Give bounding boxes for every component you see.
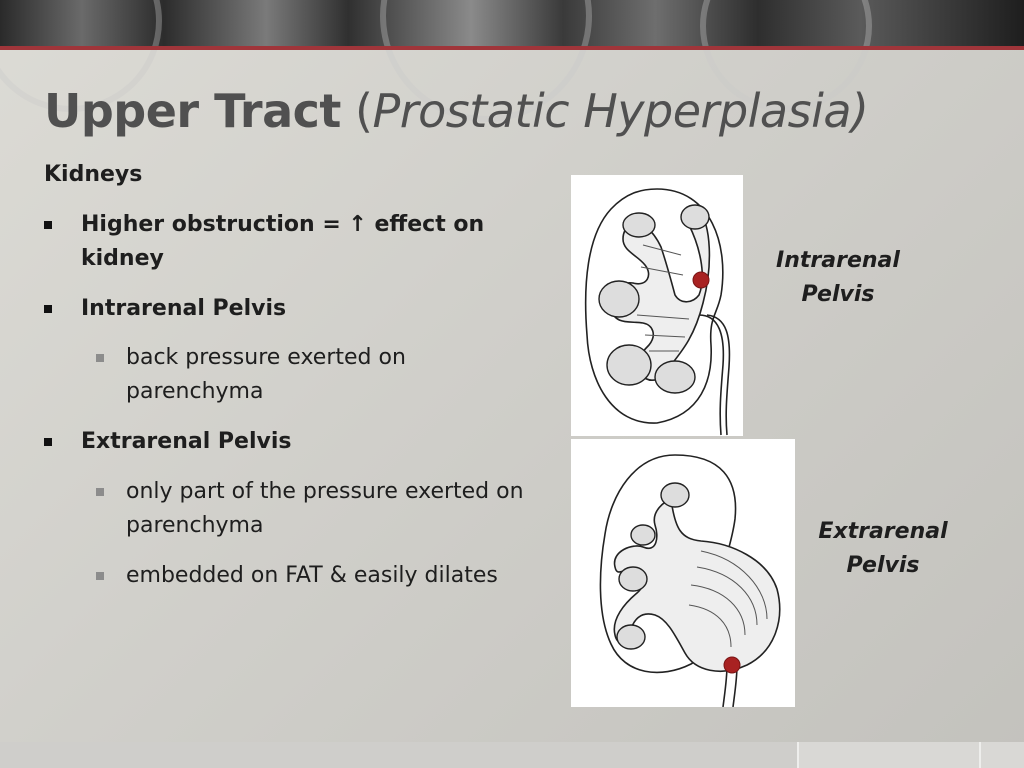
caption-line: Intrarenal xyxy=(776,248,900,273)
bullet-text: Extrarenal Pelvis xyxy=(81,429,292,454)
bottom-strip-segment xyxy=(797,742,979,768)
square-bullet-icon xyxy=(44,221,52,229)
sub-bullet-item xyxy=(96,559,526,593)
bullet-item xyxy=(44,292,524,326)
bottom-strip xyxy=(0,742,1024,768)
extrarenal-kidney-illustration xyxy=(571,439,795,707)
caption-line: Pelvis xyxy=(846,553,920,578)
title-main: Upper Tract xyxy=(44,84,341,138)
sub-bullet-text: embedded on FAT & easily dilates xyxy=(126,563,498,588)
accent-rule xyxy=(0,46,1024,50)
intrarenal-caption xyxy=(760,244,916,312)
intrarenal-kidney-figure xyxy=(571,175,743,436)
extrarenal-kidney-figure xyxy=(571,439,795,707)
top-banner xyxy=(0,0,1024,46)
bottom-strip-segment xyxy=(979,742,1024,768)
title-italic: Prostatic Hyperplasia) xyxy=(372,84,869,138)
square-bullet-icon xyxy=(96,354,104,362)
square-bullet-icon xyxy=(96,572,104,580)
sub-bullet-text: back pressure exerted on parenchyma xyxy=(126,345,406,404)
extrarenal-caption xyxy=(806,515,960,583)
intrarenal-kidney-illustration xyxy=(571,175,743,436)
bullet-text: Higher obstruction = ↑ effect on kidney xyxy=(81,212,485,271)
bullet-text: Intrarenal Pelvis xyxy=(81,296,287,321)
square-bullet-icon xyxy=(44,305,52,313)
sub-bullet-item xyxy=(96,475,526,543)
caption-line: Pelvis xyxy=(801,282,875,307)
sub-bullet-item xyxy=(96,341,526,409)
title-paren: ( xyxy=(340,84,373,138)
slide-title xyxy=(44,84,869,138)
bullet-item xyxy=(44,208,524,276)
section-heading: Kidneys xyxy=(44,162,143,187)
bullet-item xyxy=(44,425,524,459)
caption-line: Extrarenal xyxy=(818,519,948,544)
square-bullet-icon xyxy=(44,438,52,446)
square-bullet-icon xyxy=(96,488,104,496)
sub-bullet-text: only part of the pressure exerted on parenchyma xyxy=(126,479,524,538)
